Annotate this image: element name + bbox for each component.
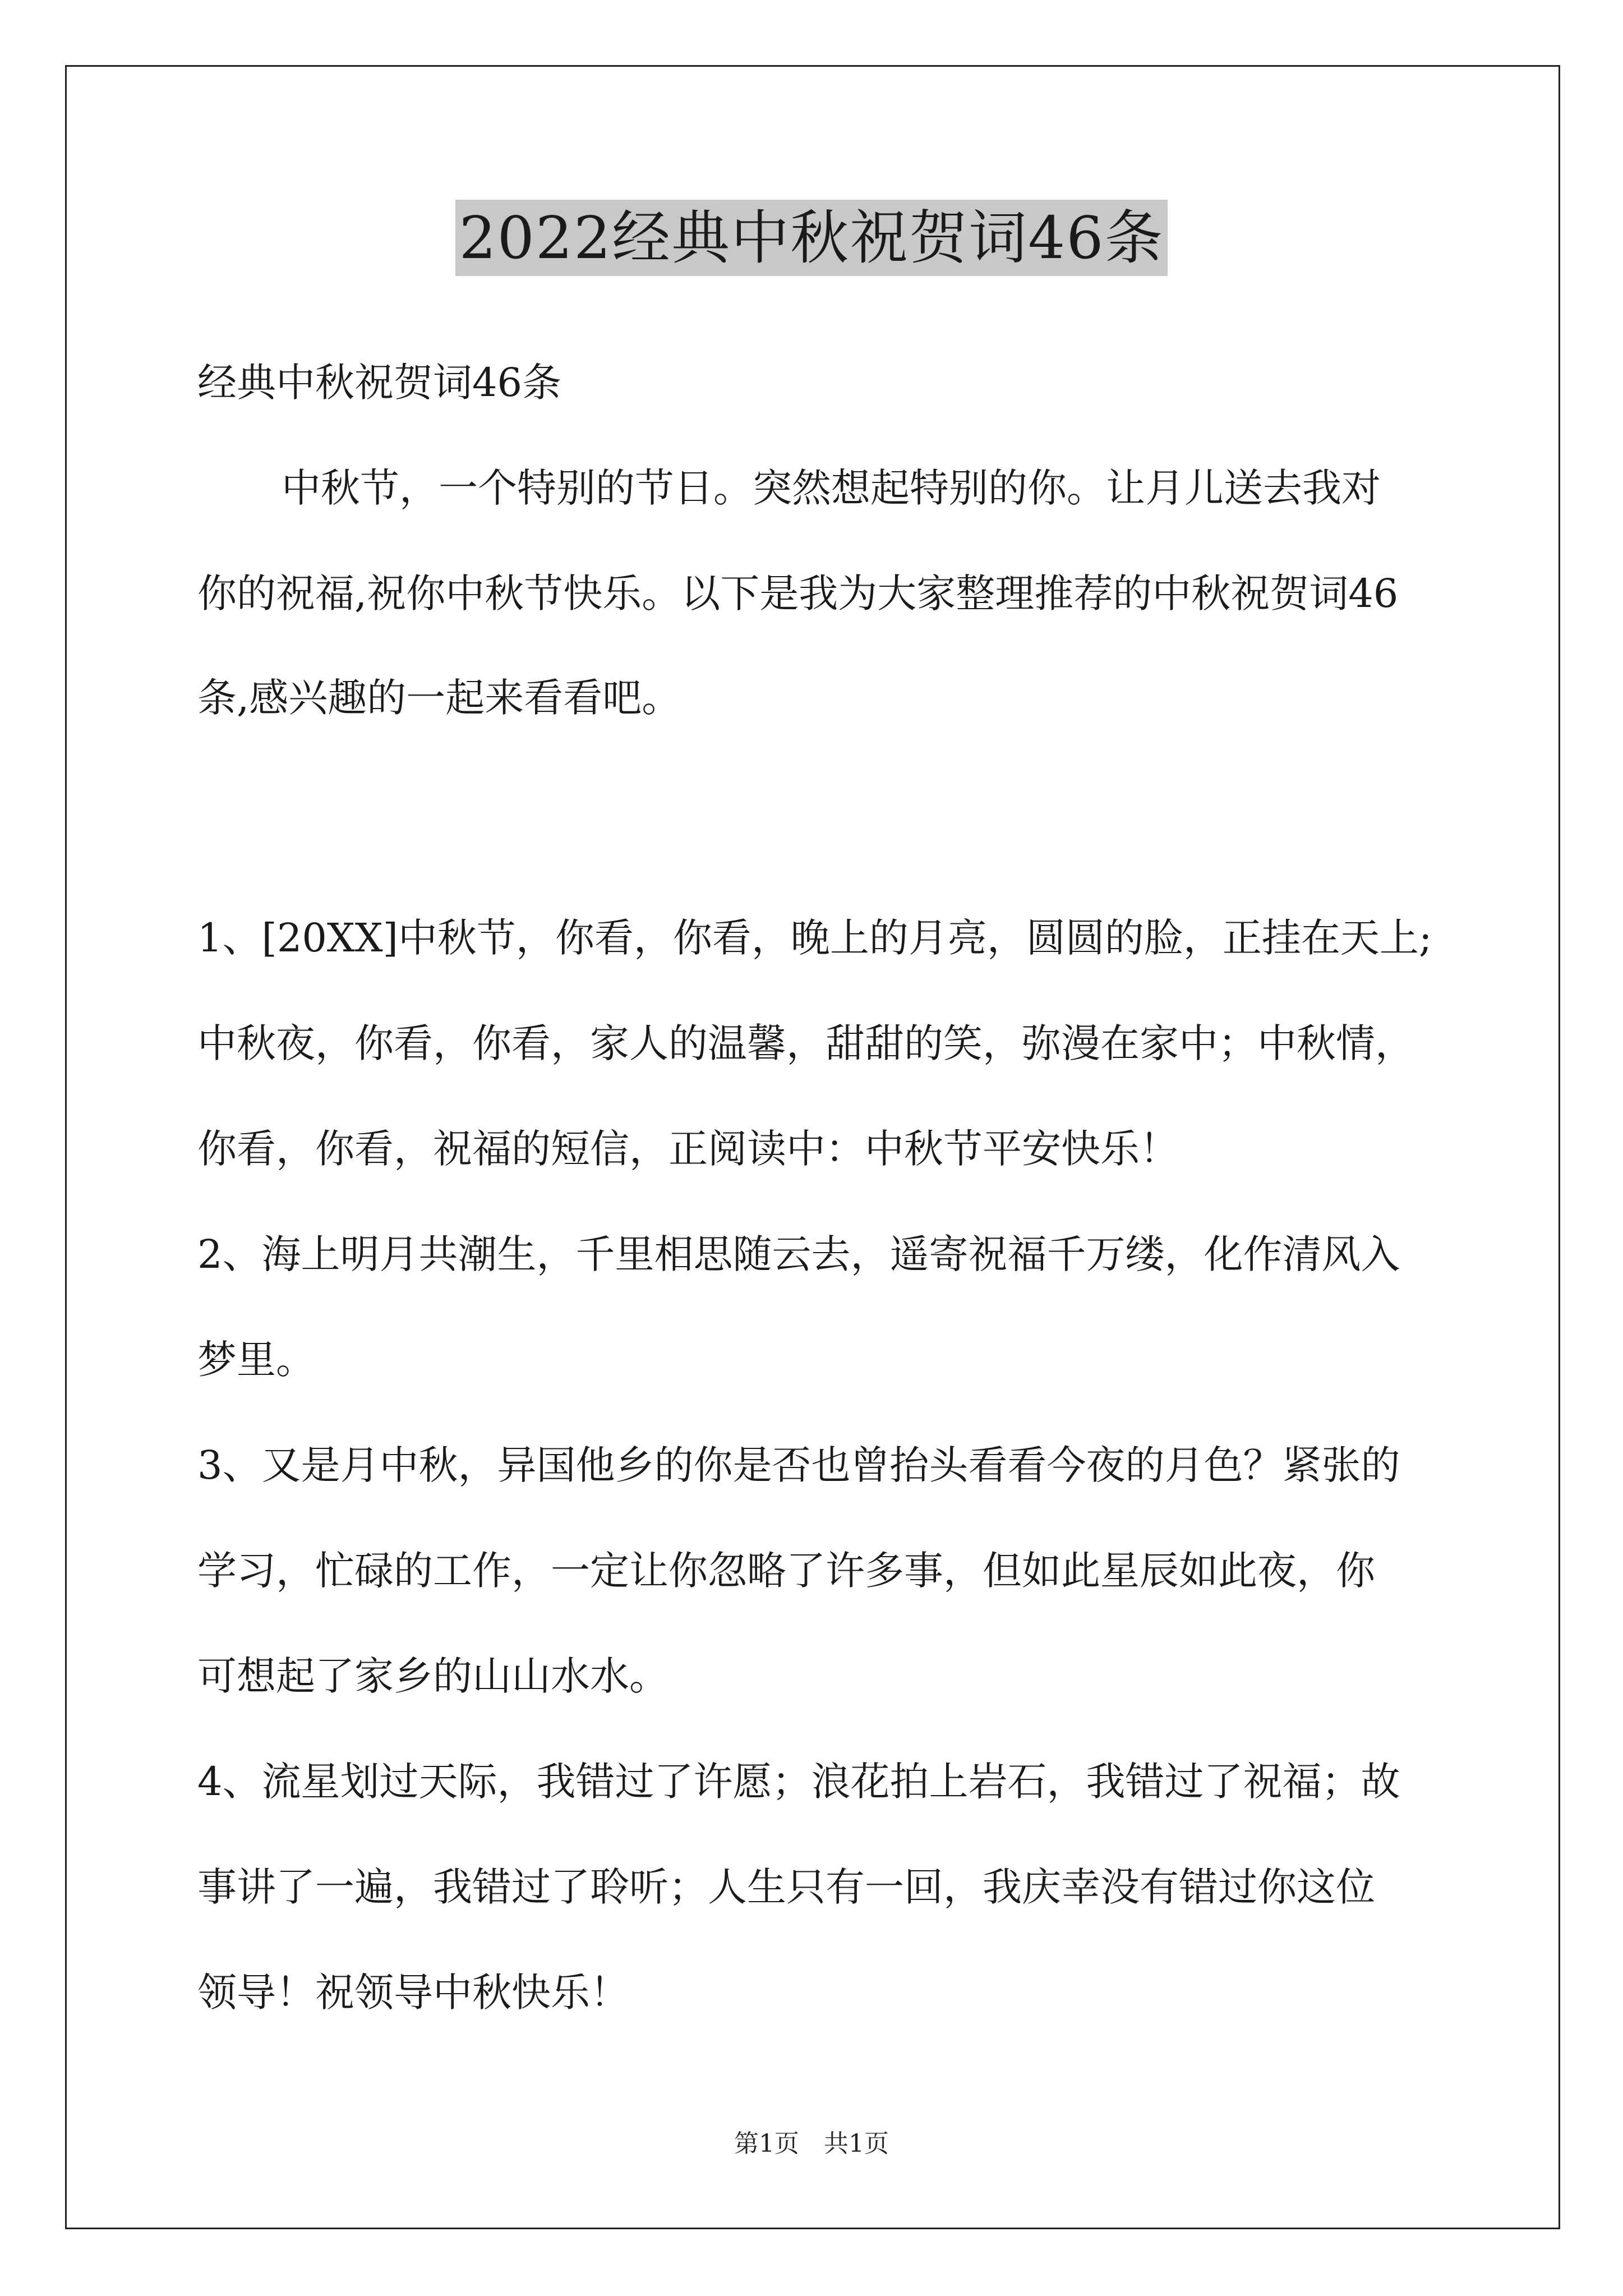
subtitle-line: 经典中秋祝贺词46条 <box>197 360 562 406</box>
item-1-line-2: 中秋夜，你看，你看，家人的温馨，甜甜的笑，弥漫在家中；中秋情， <box>197 1020 1414 1066</box>
item-3-line-3: 可想起了家乡的山山水水。 <box>197 1653 668 1699</box>
intro-line-2: 你的祝福,祝你中秋节快乐。以下是我为大家整理推荐的中秋祝贺词46 <box>197 570 1399 616</box>
page-footer: 第1页 共1页 <box>734 2129 889 2158</box>
item-3-line-2: 学习，忙碌的工作，一定让你忽略了许多事，但如此星辰如此夜，你 <box>197 1548 1375 1594</box>
item-4-line-1: 4、流星划过天际，我错过了许愿；浪花拍上岩石，我错过了祝福；故 <box>197 1759 1400 1805</box>
intro-line-1: 中秋节，一个特别的节日。突然想起特别的你。让月儿送去我对 <box>282 465 1381 511</box>
item-4-line-3: 领导！祝领导中秋快乐！ <box>197 1970 629 2016</box>
title-container <box>0 200 1623 276</box>
item-4-line-2: 事讲了一遍，我错过了聆听；人生只有一回，我庆幸没有错过你这位 <box>197 1864 1375 1910</box>
intro-line-3: 条,感兴趣的一起来看看吧。 <box>197 675 681 721</box>
item-1-line-1: 1、[20XX]中秋节，你看，你看，晚上的月亮，圆圆的脸，正挂在天上; <box>197 915 1432 961</box>
item-1-line-3: 你看，你看，祝福的短信，正阅读中：中秋节平安快乐！ <box>197 1126 1179 1172</box>
item-2-line-2: 梦里。 <box>197 1337 315 1383</box>
document-title: 2022经典中秋祝贺词46条 <box>455 200 1167 276</box>
item-2-line-1: 2、海上明月共潮生，千里相思随云去，遥寄祝福千万缕，化作清风入 <box>197 1231 1400 1277</box>
item-3-line-1: 3、又是月中秋，异国他乡的你是否也曾抬头看看今夜的月色？紧张的 <box>197 1442 1400 1488</box>
